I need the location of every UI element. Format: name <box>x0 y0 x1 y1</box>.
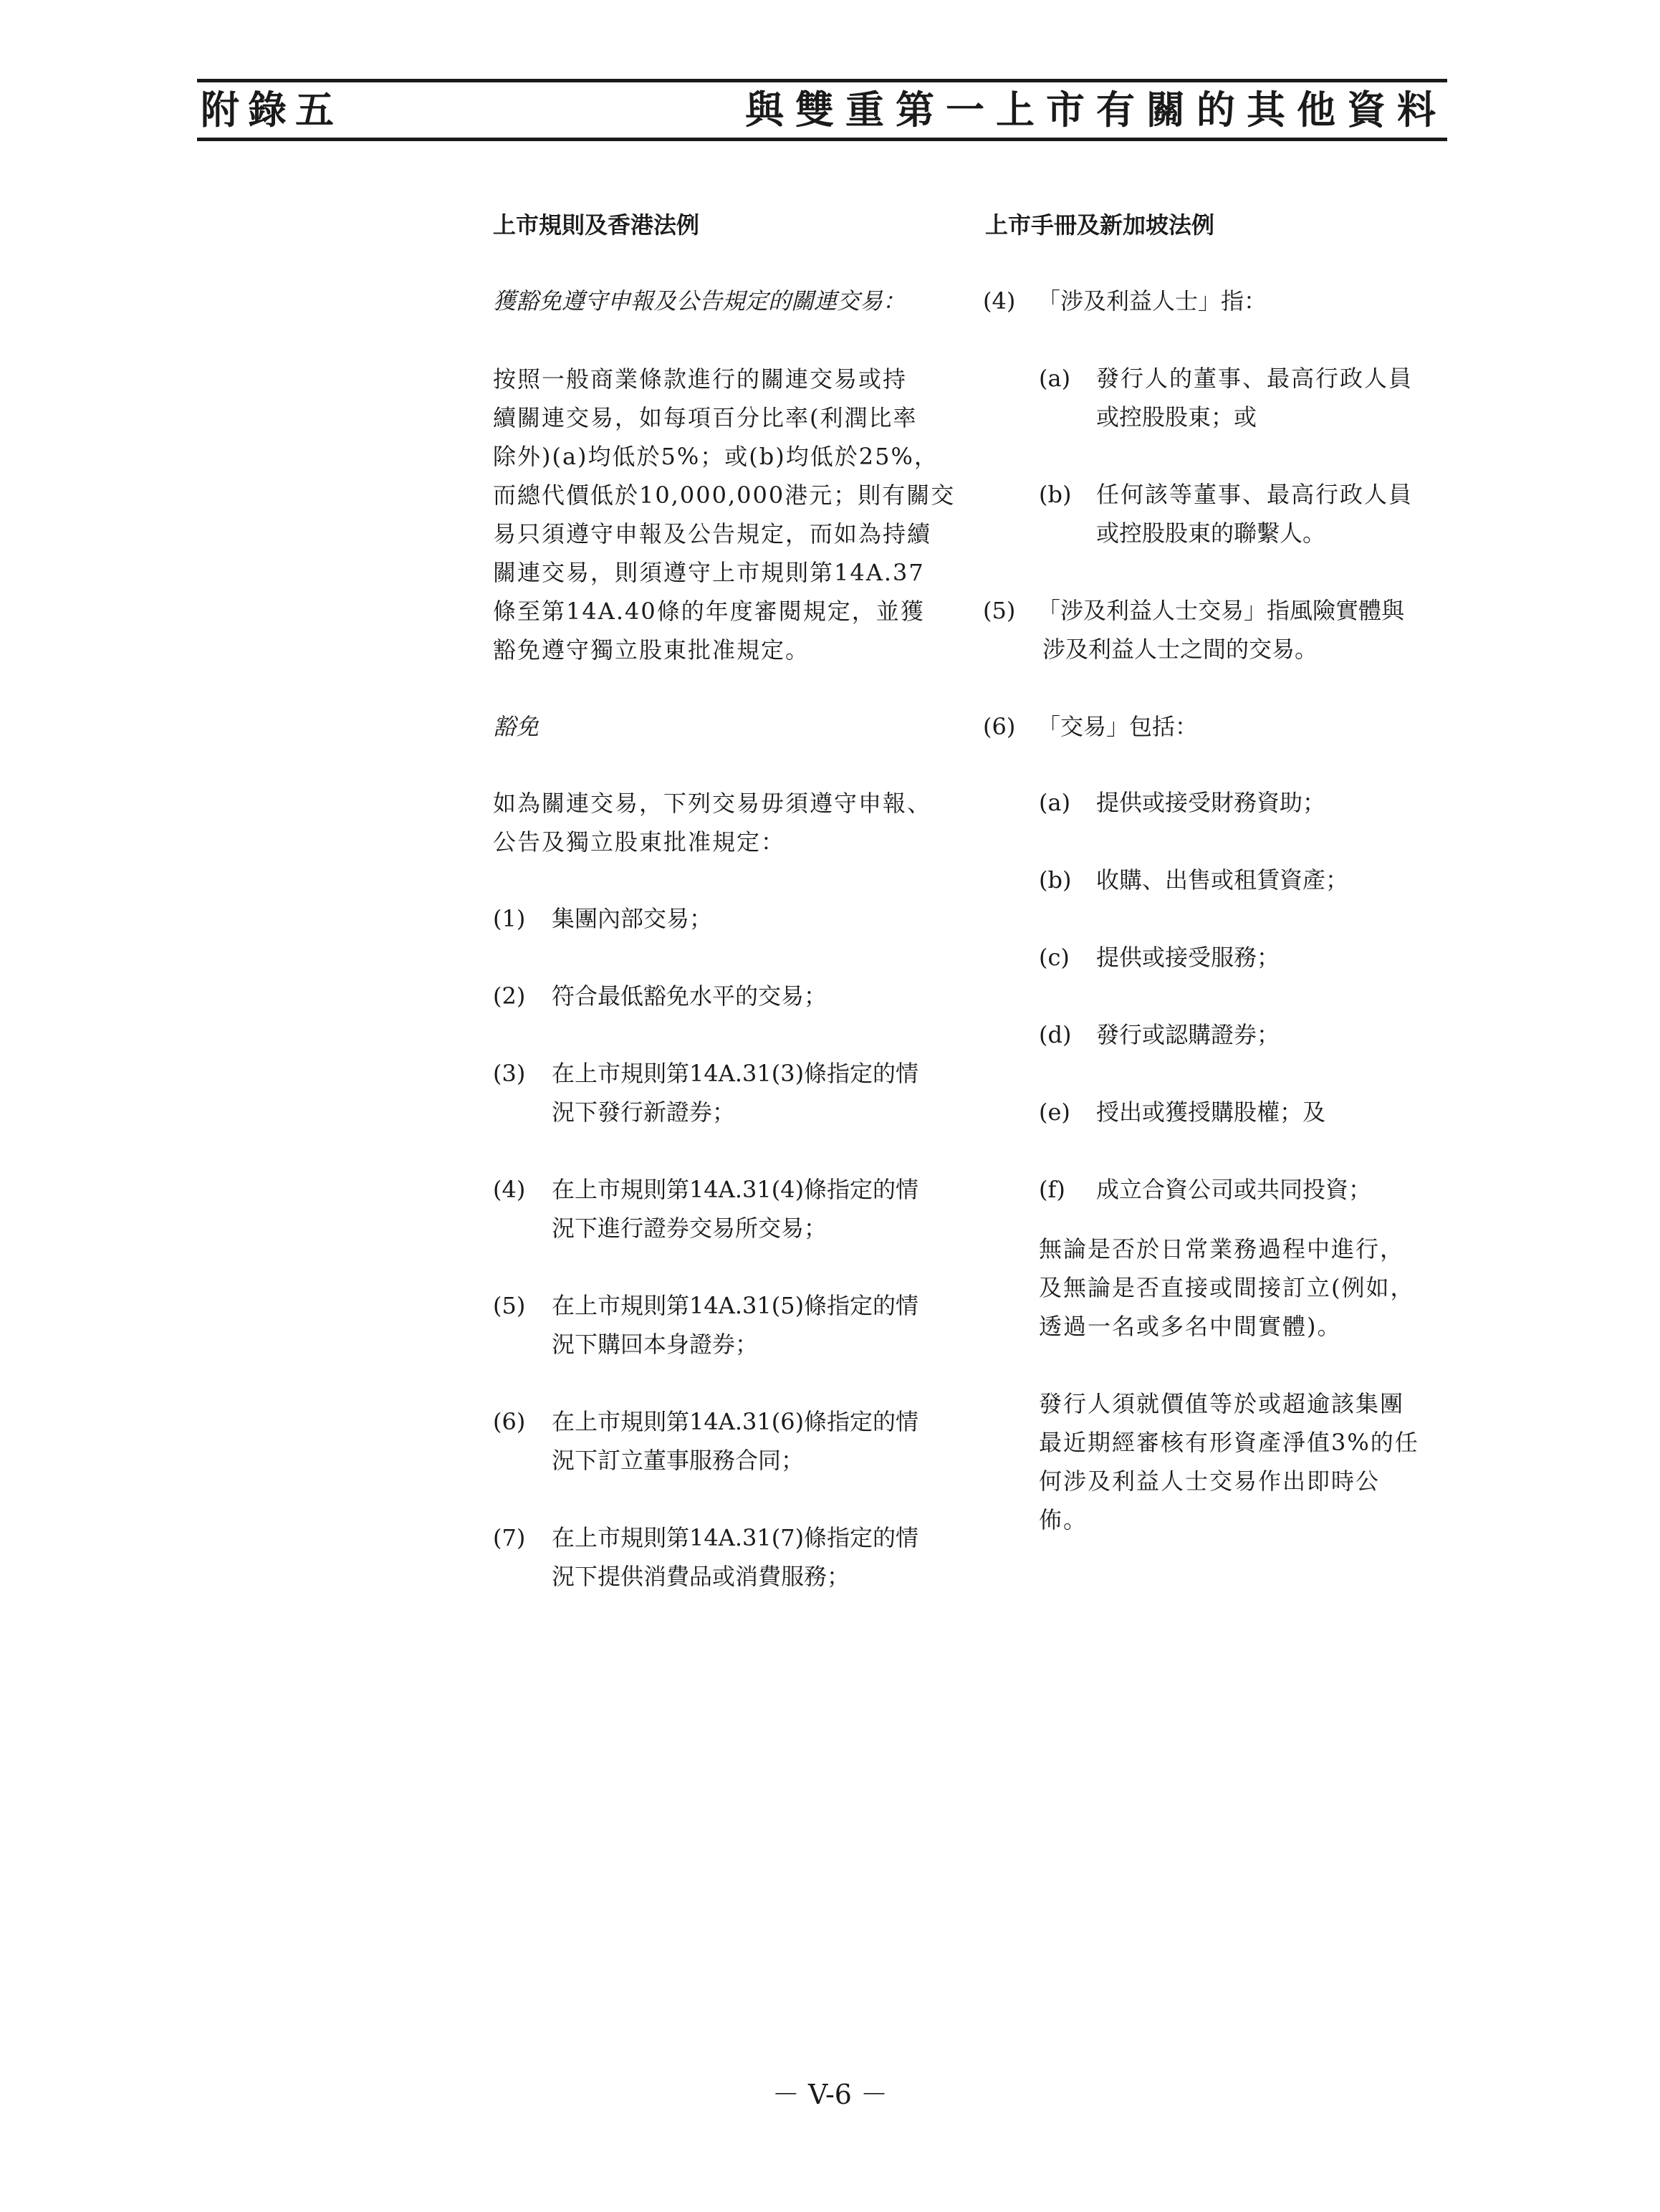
sub-item-number: (a) <box>1039 365 1071 392</box>
sub-item-number: (f) <box>1039 1176 1065 1203</box>
announcement-paragraph <box>1039 1384 1419 1539</box>
right-column-heading: 上市手冊及新加坡法例 <box>985 211 1215 239</box>
left-column-heading: 上市規則及香港法例 <box>493 211 700 239</box>
paragraph-line: 關連交易，則須遵守上市規則第14A.37 <box>493 559 925 586</box>
header-top-rule <box>197 79 1447 82</box>
transaction-definition: 「交易」包括： <box>1037 713 1199 740</box>
sub-item-text: 發行人的董事、最高行政人員 <box>1096 365 1414 392</box>
intro-line: 公告及獨立股東批准規定： <box>493 828 786 856</box>
paragraph-line: 無論是否於日常業務過程中進行， <box>1039 1235 1405 1263</box>
sub-item-number: (a) <box>1039 789 1071 816</box>
item-text: 況下訂立董事服務合同； <box>552 1447 805 1474</box>
item-text: 涉及利益人士之間的交易。 <box>1042 636 1318 663</box>
item-number: (6) <box>493 1408 526 1435</box>
sub-item-text: 任何該等董事、最高行政人員 <box>1096 481 1414 508</box>
intro-line: 如為關連交易，下列交易毋須遵守申報、 <box>493 790 932 817</box>
item-number: (5) <box>983 597 1016 624</box>
exemption-subtitle: 豁免 <box>493 713 539 740</box>
paragraph-line: 除外)(a)均低於5%；或(b)均低於25%， <box>493 443 939 470</box>
item-number: (4) <box>493 1176 526 1203</box>
section-title: 與雙重第一上市有關的其他資料 <box>745 87 1447 133</box>
paragraph-line: 條至第14A.40條的年度審閱規定，並獲 <box>493 598 925 625</box>
item-number: (6) <box>983 713 1016 740</box>
exemption-intro <box>493 784 931 861</box>
item-text: 在上市規則第14A.31(3)條指定的情 <box>552 1060 919 1087</box>
item-text: 在上市規則第14A.31(5)條指定的情 <box>552 1292 919 1319</box>
paragraph-line: 透過一名或多名中間實體)。 <box>1039 1313 1342 1340</box>
item-number: (2) <box>493 982 526 1010</box>
sub-item-number: (e) <box>1039 1098 1070 1126</box>
sub-item-number: (b) <box>1039 866 1072 894</box>
sub-item-number: (d) <box>1039 1021 1072 1048</box>
sub-item-text: 或控股股東；或 <box>1096 403 1257 431</box>
item-number: (7) <box>493 1524 526 1551</box>
item-number: (1) <box>493 905 526 932</box>
threshold-paragraph <box>493 360 955 669</box>
item-number: (5) <box>493 1292 526 1319</box>
appendix-label: 附錄五 <box>201 87 342 133</box>
sub-item-text: 發行或認購證券； <box>1096 1021 1280 1048</box>
sub-item-text: 成立合資公司或共同投資； <box>1096 1176 1372 1203</box>
paragraph-line: 豁免遵守獨立股東批准規定。 <box>493 636 810 664</box>
paragraph-line: 續關連交易，如每項百分比率(利潤比率 <box>493 404 918 431</box>
sub-item-number: (c) <box>1039 944 1070 971</box>
item-number: (3) <box>493 1060 526 1087</box>
exempt-transactions-title: 獲豁免遵守申報及公告規定的關連交易： <box>493 287 906 315</box>
header-bottom-rule <box>197 138 1447 141</box>
paragraph-line: 發行人須就價值等於或超逾該集團 <box>1039 1390 1405 1417</box>
paragraph-line: 按照一般商業條款進行的關連交易或持 <box>493 365 908 393</box>
paragraph-line: 最近期經審核有形資產淨值3%的任 <box>1039 1429 1419 1456</box>
paragraph-line: 佈。 <box>1039 1506 1088 1533</box>
item-text: 集團內部交易； <box>552 905 713 932</box>
item-text: 符合最低豁免水平的交易； <box>552 982 827 1010</box>
page-number: － V-6 － <box>772 2079 888 2110</box>
item-text: 況下購回本身證券； <box>552 1331 759 1358</box>
item-text: 況下進行證券交易所交易； <box>552 1215 827 1242</box>
interested-person-definition: 「涉及利益人士」指： <box>1037 287 1267 315</box>
sub-item-text: 收購、出售或租賃資產； <box>1096 866 1349 894</box>
sub-item-number: (b) <box>1039 481 1072 508</box>
paragraph-line: 易只須遵守申報及公告規定，而如為持續 <box>493 520 932 547</box>
paragraph-line: 而總代價低於10,000,000港元；則有關交 <box>493 482 956 509</box>
item-text: 在上市規則第14A.31(4)條指定的情 <box>552 1176 919 1203</box>
sub-item-text: 授出或獲授購股權；及 <box>1096 1098 1326 1126</box>
item-text: 在上市規則第14A.31(6)條指定的情 <box>552 1408 919 1435</box>
item-text: 在上市規則第14A.31(7)條指定的情 <box>552 1524 919 1551</box>
item-number: (4) <box>983 287 1016 315</box>
sub-item-text: 提供或接受財務資助； <box>1096 789 1326 816</box>
paragraph-line: 及無論是否直接或間接訂立(例如， <box>1039 1274 1415 1301</box>
paragraph-line: 何涉及利益人士交易作出即時公 <box>1039 1468 1381 1495</box>
item-text: 況下發行新證券； <box>552 1098 736 1126</box>
sub-item-text: 或控股股東的聯繫人。 <box>1096 520 1326 547</box>
item-text: 「涉及利益人士交易」指風險實體與 <box>1037 597 1405 624</box>
ordinary-course-paragraph <box>1039 1230 1415 1346</box>
item-text: 況下提供消費品或消費服務； <box>552 1563 850 1590</box>
sub-item-text: 提供或接受服務； <box>1096 944 1280 971</box>
